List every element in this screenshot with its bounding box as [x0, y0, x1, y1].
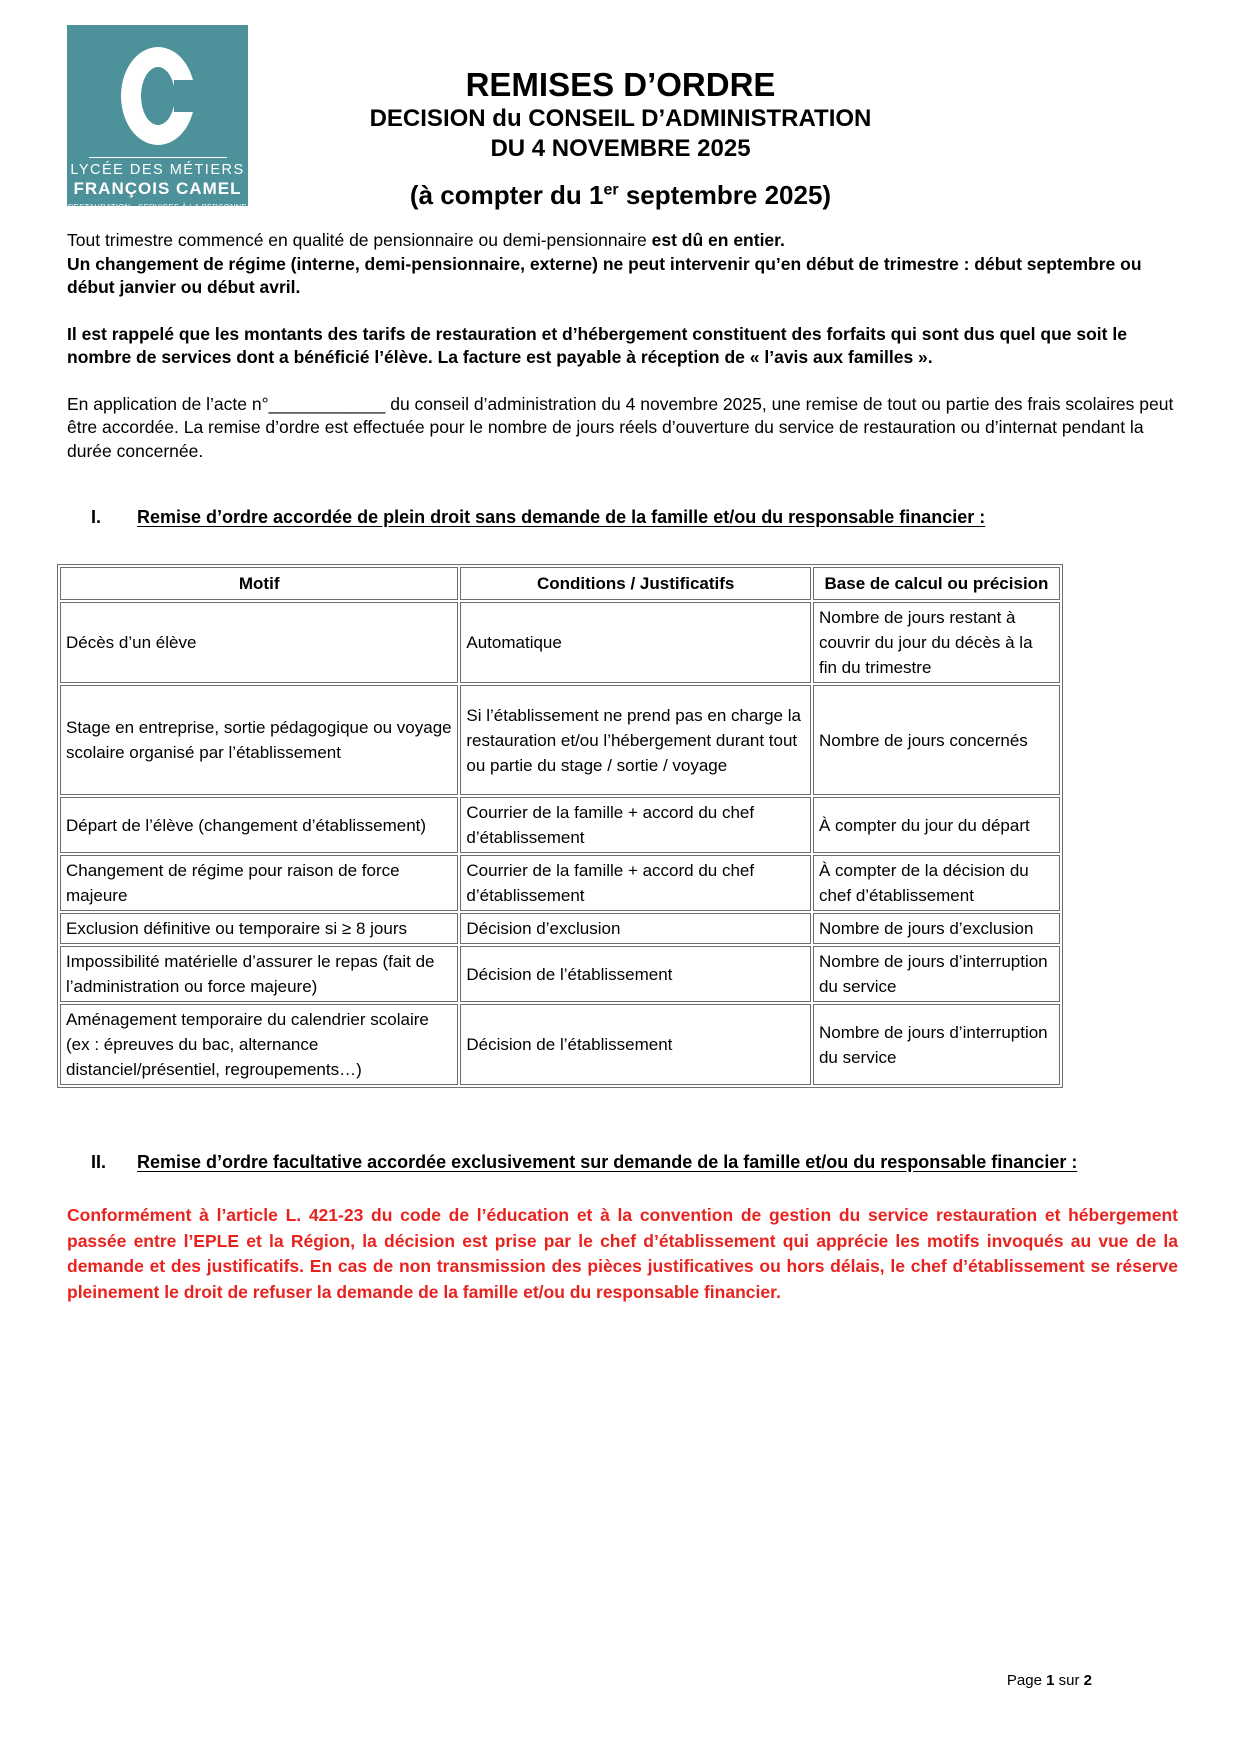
motif-cell: Aménagement temporaire du calendrier scolaire (ex : épreuves du bac, alternance distanciel/présentiel, regroupements…)	[60, 1004, 458, 1085]
logo-c-icon	[121, 47, 195, 145]
base-cell: Nombre de jours d’interruption du service	[813, 946, 1060, 1002]
logo-school-subtitle: RESTAURATION - SERVICES À LA PERSONNE	[67, 202, 247, 211]
table-header-row	[60, 567, 1060, 600]
motif-cell: Départ de l’élève (changement d’établissement)	[60, 797, 458, 853]
remises-table	[57, 564, 1063, 1088]
base-cell: Nombre de jours concernés	[813, 685, 1060, 795]
table-row	[60, 797, 1060, 853]
total-pages: 2	[1083, 1672, 1092, 1689]
section-2-number: II.	[91, 1152, 107, 1172]
conditions-cell: Courrier de la famille + accord du chef d’établissement	[460, 855, 811, 911]
conditions-cell: Décision d’exclusion	[460, 913, 811, 944]
motif-cell: Impossibilité matérielle d’assurer le repas (fait de l’administration ou force majeure)	[60, 946, 458, 1002]
logo-c-gap	[174, 80, 198, 112]
document-subtitle-1: DECISION du CONSEIL D’ADMINISTRATION	[369, 105, 872, 132]
header-motif: Motif	[60, 567, 458, 600]
notice-paragraph: Conformément à l’article L. 421-23 du code de l’éducation et à la convention de gestion du service restauration et hébergement passée entre l’EPLE et la Région, la décision est prise par le chef d’établissement qui apprécie les motifs invoqués au vue de la demande et des justificatifs. En cas de non transmission des pièces justificatives ou hors délais, le chef d’établissement se réserve pleinement le droit de refuser la demande de la famille et/ou du responsable financier.	[67, 1205, 1178, 1302]
conditions-cell: Décision de l’établissement	[460, 1004, 811, 1085]
base-cell: À compter du jour du départ	[813, 797, 1060, 853]
document-header	[0, 0, 1241, 211]
page-number: Page 1 sur 2	[1006, 1672, 1092, 1689]
logo-school-type: LYCÉE DES MÉTIERS	[70, 162, 245, 178]
table-row	[60, 946, 1060, 1002]
conditions-cell: Automatique	[460, 602, 811, 683]
header-conditions: Conditions / Justificatifs	[460, 567, 811, 600]
regime-change-rule: Un changement de régime (interne, demi-pensionnaire, externe) ne peut intervenir qu’en début de trimestre : début septembre ou début janvier ou début avril.	[67, 253, 1142, 297]
section-2-heading	[91, 1150, 1178, 1175]
table-row	[60, 913, 1060, 944]
base-cell: Nombre de jours restant à couvrir du jour du décès à la fin du trimestre	[813, 602, 1060, 683]
conditions-cell: Courrier de la famille + accord du chef d’établissement	[460, 797, 811, 853]
intro-paragraph-1: Tout trimestre commencé en qualité de pensionnaire ou demi-pensionnaire est dû en entier. Un changement de régime (interne, demi-pensionnaire, externe) ne peut intervenir qu’en début de trimestre : début septembre ou début janvier ou début avril.	[67, 230, 1142, 297]
motif-cell: Décès d’un élève	[60, 602, 458, 683]
effective-date: (à compter du 1er septembre 2025)	[409, 180, 832, 210]
logo-school-name: FRANÇOIS CAMEL	[73, 179, 242, 198]
intro-paragraph-2: Il est rappelé que les montants des tarifs de restauration et d’hébergement constituent des forfaits qui sont dus quel que soit le nombre de services dont a bénéficié l’élève. La facture est payable à réception de « l’avis aux familles ».	[67, 323, 1127, 367]
section-1-title: Remise d’ordre accordée de plein droit sans demande de la famille et/ou du responsable financier :	[137, 507, 986, 527]
ordinal-superscript: er	[603, 181, 619, 199]
motif-cell: Exclusion définitive ou temporaire si ≥ 8 jours	[60, 913, 458, 944]
section-1-number: I.	[91, 507, 102, 527]
document-title: REMISES D’ORDRE	[465, 66, 776, 103]
table-row	[60, 1004, 1060, 1085]
table-row	[60, 602, 1060, 683]
section-2-title: Remise d’ordre facultative accordée exclusivement sur demande de la famille et/ou du responsable financier :	[137, 1152, 1078, 1172]
motif-cell: Changement de régime pour raison de force majeure	[60, 855, 458, 911]
current-page: 1	[1046, 1672, 1055, 1689]
base-cell: Nombre de jours d’interruption du service	[813, 1004, 1060, 1085]
base-cell: Nombre de jours d’exclusion	[813, 913, 1060, 944]
table-row	[60, 685, 1060, 795]
conditions-cell: Décision de l’établissement	[460, 946, 811, 1002]
intro-paragraph-3: En application de l’acte n°____________ du conseil d’administration du 4 novembre 2025, une remise de tout ou partie des frais scolaires peut être accordée. La remise d’ordre est effectuée pour le nombre de jours réels d’ouverture du service de restauration ou d’internat pendant la durée concernée.	[67, 393, 1174, 461]
motif-cell: Stage en entreprise, sortie pédagogique ou voyage scolaire organisé par l’établissement	[60, 685, 458, 795]
table-row	[60, 855, 1060, 911]
conditions-cell: Si l’établissement ne prend pas en charge la restauration et/ou l’hébergement durant tout ou partie du stage / sortie / voyage	[460, 685, 811, 795]
base-cell: À compter de la décision du chef d’établissement	[813, 855, 1060, 911]
school-logo	[67, 25, 248, 211]
section-1-heading	[91, 505, 1178, 530]
document-subtitle-2: DU 4 NOVEMBRE 2025	[490, 135, 751, 162]
logo-divider	[89, 157, 227, 158]
header-base: Base de calcul ou précision	[813, 567, 1060, 600]
